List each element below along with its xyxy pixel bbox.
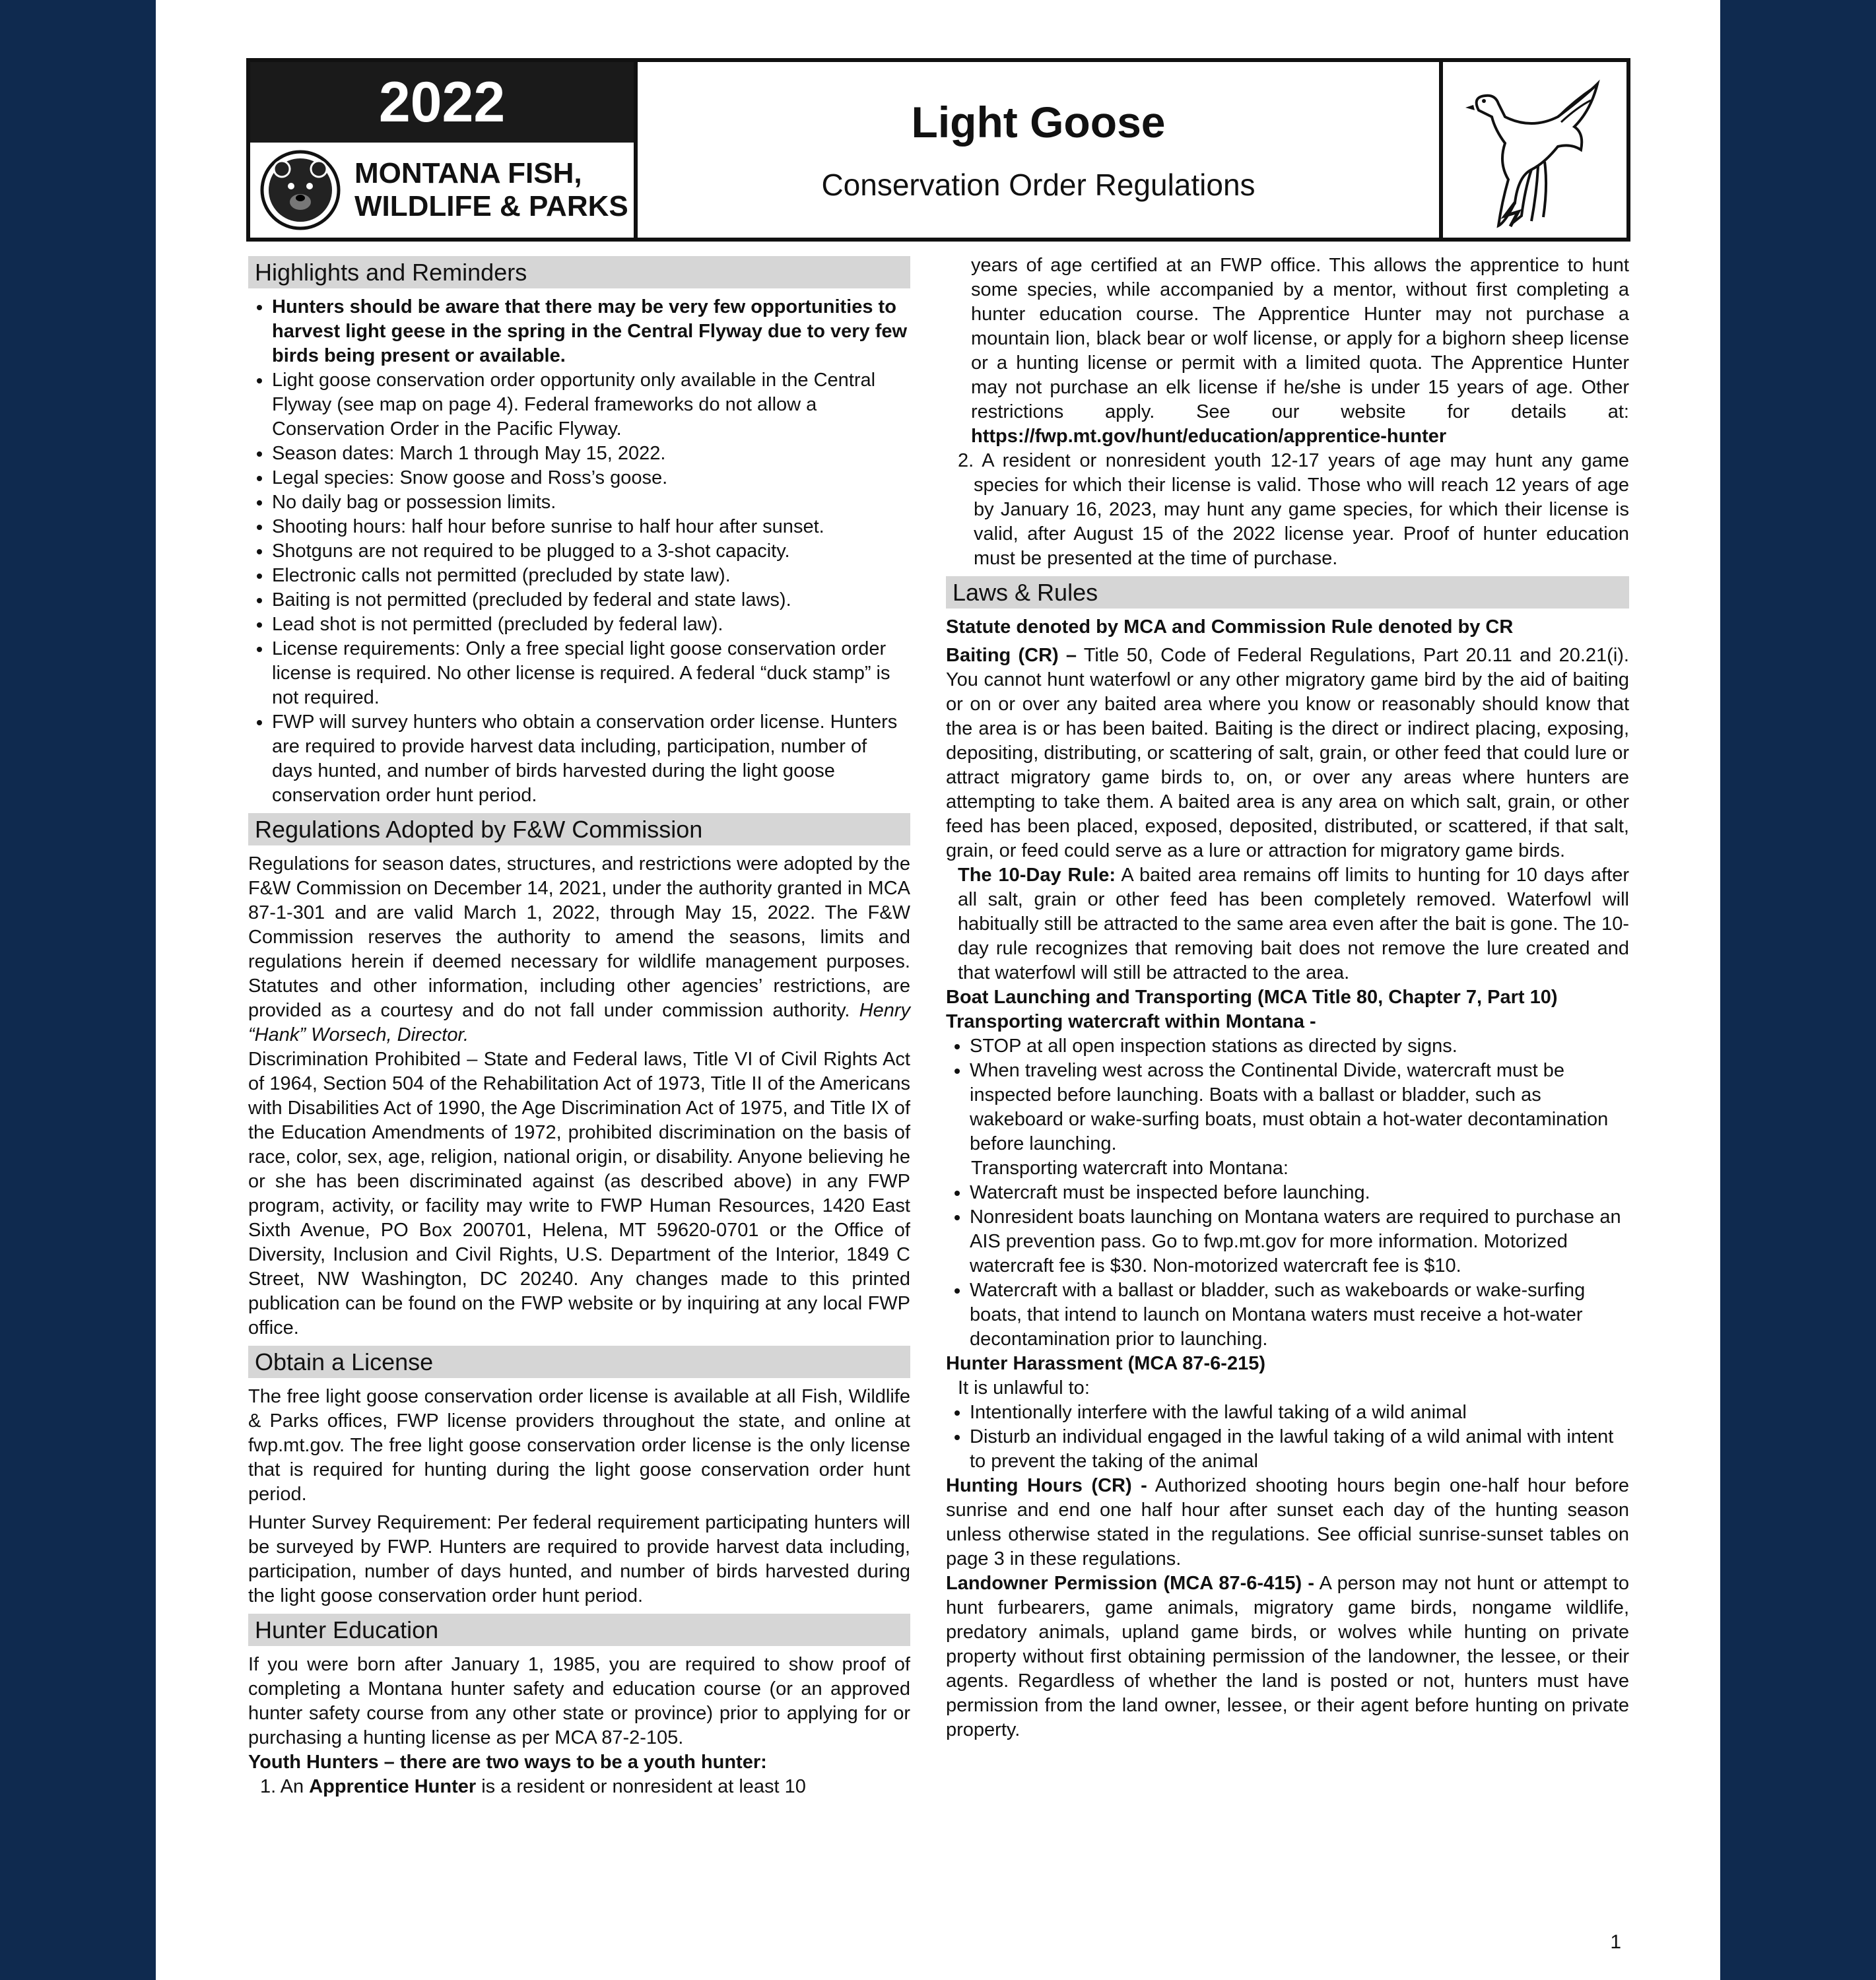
list-item: • Shooting hours: half hour before sunrise to half hour after sunset. (272, 515, 910, 539)
education-paragraph: If you were born after January 1, 1985, you are required to show proof of completing a Montana hunter safety and education course (or an approved hunter safety course from any other state or province) prior to applying for or purchasing a hunting license as per MCA 87-2-105. (248, 1654, 910, 1748)
regulations-heading: Regulations Adopted by F&W Commission (248, 813, 910, 845)
document-page (156, 0, 1720, 1980)
list-item: • Legal species: Snow goose and Ross’s goose. (272, 466, 910, 490)
harassment-list (946, 1401, 1629, 1474)
page-subtitle: Conservation Order Regulations (821, 168, 1256, 202)
left-column (248, 251, 910, 1799)
director-signature: Henry “Hank” Worsech, Director. (248, 1000, 910, 1045)
page-title: Light Goose (911, 98, 1166, 147)
laws-heading: Laws & Rules (946, 576, 1629, 609)
apprentice-item-start: 1. An Apprentice Hunter is a resident or nonresident at least 10 (260, 1776, 806, 1797)
boat-heading: Boat Launching and Transporting (MCA Title 80, Chapter 7, Part 10) (946, 987, 1558, 1008)
list-item: • Electronic calls not permitted (precluded by state law). (272, 564, 910, 588)
page-header (246, 58, 1630, 242)
boat-into-list (946, 1181, 1629, 1352)
list-item: • When traveling west across the Continental Divide, watercraft must be inspected before launching. Boats with a ballast or bladder, such as wakeboard or wake-surfing boats, must obtain a hot-water decontamination before launching. (970, 1059, 1629, 1156)
hunting-hours-paragraph: Hunting Hours (CR) - Authorized shooting hours begin one-half hour before sunrise and end one half hour after sunset each day of the hunting season unless otherwise stated in the regulations. See official sunrise-sunset tables on page 3 in these regulations. (946, 1475, 1629, 1569)
list-item: • Lead shot is not permitted (precluded by federal law). (272, 612, 910, 637)
list-item: • STOP at all open inspection stations as directed by signs. (970, 1034, 1629, 1059)
list-item: • Hunters should be aware that there may be very few opportunities to harvest light geese in the spring in the Central Flyway due to very few birds being present or available. (272, 295, 910, 368)
license-heading: Obtain a License (248, 1346, 910, 1378)
statute-note: Statute denoted by MCA and Commission Rule denoted by CR (946, 616, 1514, 638)
goose-illustration (1443, 62, 1626, 238)
list-item: • Light goose conservation order opportunity only available in the Central Flyway (see map on page 4). Federal frameworks do not allow a Conservation Order in the Pacific Flyway. (272, 368, 910, 442)
list-item: • Baiting is not permitted (precluded by federal and state laws). (272, 588, 910, 612)
ten-day-rule-paragraph: The 10-Day Rule: A baited area remains off limits to hunting for 10 days after all salt, grain or other feed has been completely removed. Waterfowl will habitually still be attracted to the same area even after the bait is gone. The 10-day rule recognizes that removing bait does not remove the lure created and that waterfowl will still be attracted to the area. (958, 865, 1629, 983)
list-item: • Watercraft must be inspected before launching. (970, 1181, 1629, 1205)
youth-item-2: 2. A resident or nonresident youth 12-17 years of age may hunt any game species for which their license is valid. Those who will reach 12 years of age by January 16, 2023, may hunt any game species, for which their license is valid, after August 15 of the 2022 license year. Proof of hunter education must be presented at the time of purchase. (958, 450, 1629, 569)
right-column (946, 253, 1629, 1742)
list-item: • Season dates: March 1 through May 15, 2022. (272, 442, 910, 466)
header-agency-block (250, 62, 638, 238)
apprentice-item-continued: years of age certified at an FWP office. This allows the apprentice to hunt some species, while accompanied by a mentor, without first completing a hunter education course. The Apprentice Hunter may not purchase a mountain lion, black bear or wolf license, or apply for a bighorn sheep license or a hunting license or permit with a limited quota. The Apprentice Hunter may not purchase an elk license if he/she is under 15 years of age. Other restrictions apply. See our website for details at: https://fwp.mt.gov/hunt/education/apprentice-hunter (971, 255, 1629, 447)
list-item: • Intentionally interfere with the lawful taking of a wild animal (970, 1401, 1629, 1425)
license-paragraph: The free light goose conservation order license is available at all Fish, Wildlife & Parks offices, FWP license providers throughout the state, and online at fwp.mt.gov. The free light goose conservation order license is the only license that is required for hunting during the light goose conservation order hunt period. (248, 1386, 910, 1505)
list-item: • Disturb an individual engaged in the lawful taking of a wild animal with intent to prevent the taking of the animal (970, 1425, 1629, 1474)
boat-subheading: Transporting watercraft within Montana - (946, 1011, 1316, 1032)
list-item: • Nonresident boats launching on Montana waters are required to purchase an AIS prevention pass. Go to fwp.mt.gov for more information. Motorized watercraft fee is $30. Non-motorized watercraft fee is $10. (970, 1205, 1629, 1278)
highlights-list (248, 295, 910, 808)
harassment-heading: Hunter Harassment (MCA 87-6-215) (946, 1353, 1266, 1374)
regulations-paragraph: Regulations for season dates, structures, and restrictions were adopted by the F&W Commission on December 14, 2021, under the authority granted in MCA 87-1-301 and are valid March 1, 2022, through May 15, 2022. The F&W Commission reserves the authority to amend the seasons, limits and regulations herein if deemed necessary for wildlife management purposes. Statutes and other information, including other agencies’ restrictions, are provided as a courtesy and do not fall under commission authority. Henry “Hank” Worsech, Director. (248, 853, 910, 1045)
year-banner: 2022 (250, 62, 634, 143)
boat-into-label: Transporting watercraft into Montana: (971, 1158, 1289, 1179)
boat-within-list (946, 1034, 1629, 1156)
discrimination-paragraph: Discrimination Prohibited – State and Federal laws, Title VI of Civil Rights Act of 1964, Section 504 of the Rehabilitation Act of 1973, Title II of the Americans with Disabilities Act of 1990, the Age Discrimination Act of 1975, and Title IX of the Education Amendments of 1972, prohibited discrimination on the basis of race, color, sex, age, religion, national origin, or disability. Anyone believing he or she has been discriminated against (as described above) in any FWP program, activity, or facility may write to FWP Human Resources, 1420 East Sixth Avenue, PO Box 200701, Helena, MT 59620-0701 or the Office of Diversity, Inclusion and Civil Rights, U.S. Department of the Interior, 1849 C Street, NW Washington, DC 20240. Any changes made to this printed publication can be found on the FWP website or by inquiring at any local FWP office. (248, 1049, 910, 1338)
baiting-paragraph: Baiting (CR) – Title 50, Code of Federal Regulations, Part 20.11 and 20.21(i). You cannot hunt waterfowl or any other migratory game bird by the aid of baiting or on or over any baited area where you know or reasonably should know that the area is or has been baited. Baiting is the direct or indirect placing, exposing, depositing, distributing, or scattering of salt, grain, or other feed that could lure or attract migratory game birds to, on, or over any areas where hunters are attempting to take them. A baited area is any area on which salt, grain, or other feed has been placed, exposed, deposited, distributed, or scattered, if that salt, grain, or feed could serve as a lure or attraction for migratory game birds. (946, 645, 1629, 861)
youth-hunters-heading: Youth Hunters – there are two ways to be a youth hunter: (248, 1752, 767, 1773)
agency-block (250, 143, 634, 238)
page-number: 1 (1610, 1931, 1621, 1953)
list-item: • License requirements: Only a free special light goose conservation order license is required. No other license is required. A federal “duck stamp” is not required. (272, 637, 910, 710)
harassment-intro: It is unlawful to: (958, 1377, 1090, 1399)
bear-logo-icon (259, 149, 341, 231)
apprentice-url-link[interactable]: https://fwp.mt.gov/hunt/education/apprentice-hunter (971, 426, 1447, 447)
list-item: • FWP will survey hunters who obtain a conservation order license. Hunters are required to provide harvest data including, participation, number of days hunted, and number of birds harvested during the light goose conservation order hunt period. (272, 710, 910, 808)
education-heading: Hunter Education (248, 1614, 910, 1646)
highlights-heading: Highlights and Reminders (248, 256, 910, 288)
list-item: • No daily bag or possession limits. (272, 490, 910, 515)
title-block (638, 62, 1443, 238)
agency-name: MONTANA FISH, WILDLIFE & PARKS (354, 157, 628, 222)
landowner-paragraph: Landowner Permission (MCA 87-6-415) - A person may not hunt or attempt to hunt furbearers, game animals, migratory game birds, nongame wildlife, predatory animals, upland game birds, or wolves while hunting on private property without first obtaining permission of the landowner, the lessee, or their agents. Regardless of whether the land is posted or not, hunters must have permission from the land owner, lessee, or their agent before hunting on private property. (946, 1573, 1630, 1740)
list-item: • Shotguns are not required to be plugged to a 3-shot capacity. (272, 539, 910, 564)
survey-paragraph: Hunter Survey Requirement: Per federal requirement participating hunters will be surveyed by FWP. Hunters are required to provide harvest data including, participation, number of days hunted, and number of birds harvested during the light goose conservation order hunt period. (248, 1512, 910, 1606)
list-item: • Watercraft with a ballast or bladder, such as wakeboards or wake-surfing boats, that intend to launch on Montana waters must receive a hot-water decontamination prior to launching. (970, 1278, 1629, 1352)
goose-icon (1459, 71, 1611, 229)
